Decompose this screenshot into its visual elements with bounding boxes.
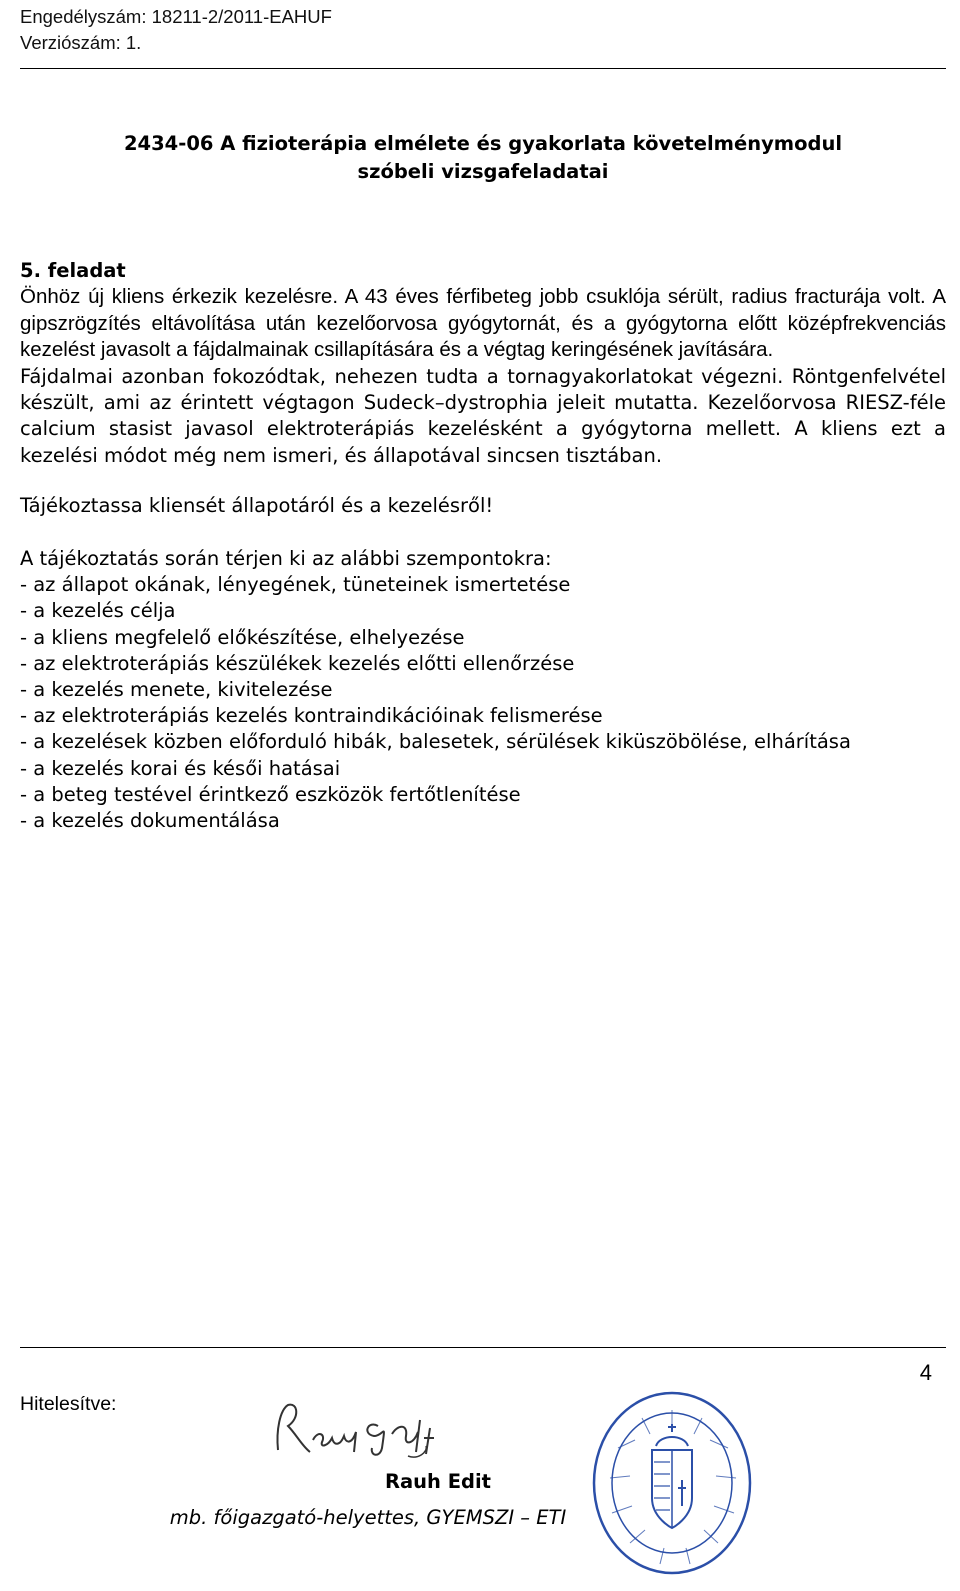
list-item: - az elektroterápiás kezelés kontraindikációinak felismerése [20, 704, 603, 728]
task-intro: Önhöz új kliens érkezik kezelésre. A 43 éves férfibeteg jobb csuklója sérült, radius fracturája volt. A gipszrögzítés eltávolítása után kezelőorvosa gyógytornát, és a gyógytorna előtt középfrekvenciás kezelést javasolt a fájdalmainak csillapítására és a végtag keringésének javítására. [20, 285, 946, 362]
list-item: - a kezelés korai és késői hatásai [20, 756, 341, 780]
list-item: - a beteg testével érintkező eszközök fertőtlenítése [20, 782, 521, 806]
signature-block [169, 1390, 588, 1580]
title-line-1: 2434-06 A fizioterápia elmélete és gyakorlata követelménymodul [123, 132, 843, 155]
task-section [20, 258, 946, 469]
list-item: - a kezelés menete, kivitelezése [20, 678, 333, 702]
aspects-intro: A tájékoztatás során térjen ki az alábbi szempontokra: [20, 547, 552, 570]
list-item: - a kezelések közben előforduló hibák, balesetek, sérülések kiküszöbölése, elhárítása [20, 730, 851, 754]
header-rule [20, 68, 946, 69]
handwritten-signature [258, 1390, 478, 1470]
aspects-list [20, 572, 851, 834]
list-item: - az állapot okának, lényegének, tüneteinek ismertetése [20, 573, 571, 597]
list-item: - a kezelés dokumentálása [20, 809, 280, 833]
footer-rule [20, 1347, 946, 1348]
page-number: 4 [919, 1360, 932, 1385]
task-details-paragraph [20, 364, 946, 470]
version-number: Verziószám: 1. [20, 32, 142, 53]
task-details: Fájdalmai azonban fokozódtak, nehezen tudta a tornagyakorlatokat végezni. Röntgenfelvétel készült, ami az érintett végtagon Sudeck–dystrophia jeleit mutatta. Kezelőorvosa RIESZ-féle calcium stasist javasol elektroterápiás kezelésként a gyógytorna mellett. A kliens ezt a kezelési módot még nem ismeri, és állapotával sincsen tisztában. [20, 364, 946, 467]
task-instruction: Tájékoztassa kliensét állapotáról és a kezelésről! [20, 494, 494, 517]
document-header [20, 4, 332, 56]
official-stamp-icon [590, 1388, 755, 1578]
task-number: 5. feladat [20, 259, 126, 282]
list-item: - a kliens megfelelő előkészítése, elhelyezése [20, 625, 465, 649]
list-item: - a kezelés célja [20, 599, 176, 623]
aspects-section [20, 546, 851, 834]
title-line-2: szóbeli vizsgafeladatai [357, 160, 609, 183]
signer-role: mb. főigazgató-helyettes, GYEMSZI – ETI [169, 1506, 567, 1529]
authenticated-label: Hitelesítve: [20, 1393, 117, 1415]
signer-name: Rauh Edit [384, 1470, 491, 1493]
document-title [20, 130, 946, 186]
license-number: Engedélyszám: 18211-2/2011-EAHUF [20, 6, 332, 27]
list-item: - az elektroterápiás készülékek kezelés előtti ellenőrzése [20, 651, 575, 675]
task-intro-paragraph [20, 284, 946, 363]
